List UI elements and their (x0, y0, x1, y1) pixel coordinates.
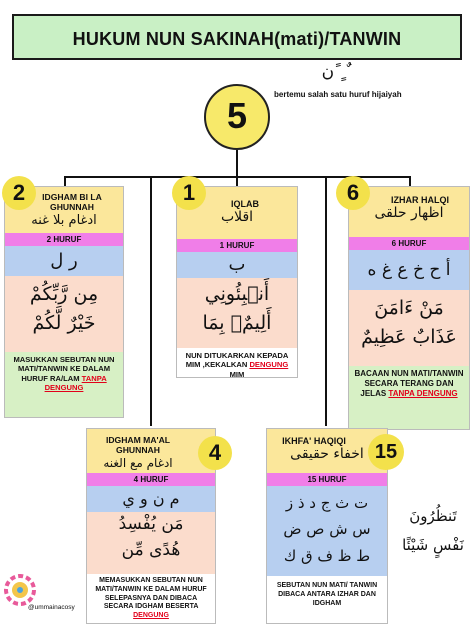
example-1: مَنْ ءَامَنَ (374, 297, 444, 319)
card-name-latin: IDGHAM BI LA GHUNNAH (42, 192, 102, 213)
ikhfa-examples (396, 502, 470, 559)
desc-text: NUN DITUKARKAN KEPADA MIM ,KEKALKAN (185, 351, 289, 370)
card-examples (5, 276, 123, 352)
desc-highlight: TANPA DENGUNG (388, 389, 458, 398)
badge-ikhfa: 15 (368, 434, 404, 470)
card-description (5, 352, 123, 418)
card-idgham-maal-ghunnah (86, 428, 216, 624)
connector-mid-drop (236, 176, 238, 186)
card-count: 1 HURUF (177, 239, 297, 252)
card-examples (87, 512, 215, 574)
example-2: هُدًى مِّن (121, 539, 181, 560)
card-description (177, 348, 297, 378)
card-name-arabic: ادغام بلا غنه (31, 212, 97, 228)
desc-text-2: MIM (229, 369, 245, 378)
card-count: 15 HURUF (267, 473, 387, 486)
card-examples (177, 278, 297, 348)
author-handle: @ummainacosy (28, 604, 75, 611)
card-izhar-halqi (348, 186, 470, 430)
card-count: 6 HURUF (349, 237, 469, 250)
connector-left-low (150, 178, 152, 426)
card-name-arabic: اقلاب (220, 209, 254, 225)
letters-row-2: س ش ص ض (283, 520, 371, 539)
logo-gear-icon (2, 572, 38, 608)
nun-tanwin-symbols: ن ً ٍ ٌ (321, 62, 351, 82)
badge-izhar: 6 (336, 176, 370, 210)
page-title: HUKUM NUN SAKINAH(mati)/TANWIN (72, 29, 402, 49)
card-letters: ب (177, 252, 297, 278)
letters-row-1: ت ث ج د ذ ز (285, 494, 369, 512)
desc-text: MEMASUKKAN SEBUTAN NUN MATI/TANWIN KE DALAM HURUF SELEPASNYA DAN DIBACA SECARA IDGHAM BESERTA (95, 577, 207, 611)
connector-left-drop (64, 176, 66, 186)
example-2: خَيْرٌ لَّكُمْ (32, 311, 96, 334)
card-name-latin: IQLAB (231, 199, 259, 209)
letters-row-3: ط ظ ف ق ك (283, 546, 371, 565)
card-letters: م ن و ي (87, 486, 215, 512)
desc-highlight: DENGUNG (249, 360, 289, 370)
connector-trunk (236, 150, 238, 178)
rule-text: bertemu salah satu huruf hijaiyah (274, 90, 402, 99)
card-iqlab (176, 186, 298, 378)
badge-idgham-bila: 2 (2, 176, 36, 210)
example-1: مِن رَّبِّكُمْ (29, 283, 99, 305)
center-count-circle (204, 84, 270, 150)
card-name-arabic: ادغام مع الغنه (103, 455, 173, 470)
card-name-arabic: اظهار حلقى (374, 205, 444, 221)
ikhfa-example-1: تَنظُرُونَ (409, 507, 457, 525)
card-description (349, 366, 469, 430)
card-description: SEBUTAN NUN MATI/ TANWIN DIBACA ANTARA IZHAR DAN IDGHAM (267, 576, 387, 620)
card-letters: أ ح خ ع غ ه (349, 250, 469, 290)
desc-highlight: DENGUNG (133, 612, 169, 619)
badge-idgham-maal: 4 (198, 436, 232, 470)
title-bar (12, 14, 462, 60)
card-name (87, 429, 215, 473)
card-name-latin: IZHAR HALQI (391, 195, 449, 205)
card-name-latin: IKHFA' HAQIQI (282, 436, 346, 446)
example-1: أَنۢبِئُونِي (204, 283, 270, 305)
card-idgham-bila-ghunnah (4, 186, 124, 418)
example-2: عَذَابٌ عَظِيمٌ (361, 325, 457, 348)
card-letters: ر ل (5, 246, 123, 276)
example-2: أَلِيمٌۢ بِمَا (202, 311, 272, 334)
center-count: 5 (226, 95, 248, 136)
badge-iqlab: 1 (172, 176, 206, 210)
card-letters (267, 486, 387, 576)
card-count: 4 HURUF (87, 473, 215, 486)
desc-text: MASUKKAN SEBUTAN NUN MATI/TANWIN KE DALAM HURUF RA/LAM (13, 355, 115, 383)
card-examples (349, 290, 469, 366)
desc-highlight: TANPA DENGUNG (44, 373, 107, 393)
ikhfa-example-2: نَفْسٍ شَيْئًا (402, 535, 464, 554)
card-count: 2 HURUF (5, 233, 123, 246)
card-name-arabic: اخفاء حقيقى (290, 446, 364, 462)
desc-text: BACAAN NUN MATI/TANWIN SECARA TERANG DAN JELAS (354, 369, 464, 398)
connector-right-drop (409, 176, 411, 186)
card-description (87, 574, 215, 624)
card-name-latin: IDGHAM MA'AL GHUNNAH (105, 435, 171, 456)
connector-right-low (325, 178, 327, 426)
example-1: مَن يُفْسِدُ (118, 514, 184, 534)
